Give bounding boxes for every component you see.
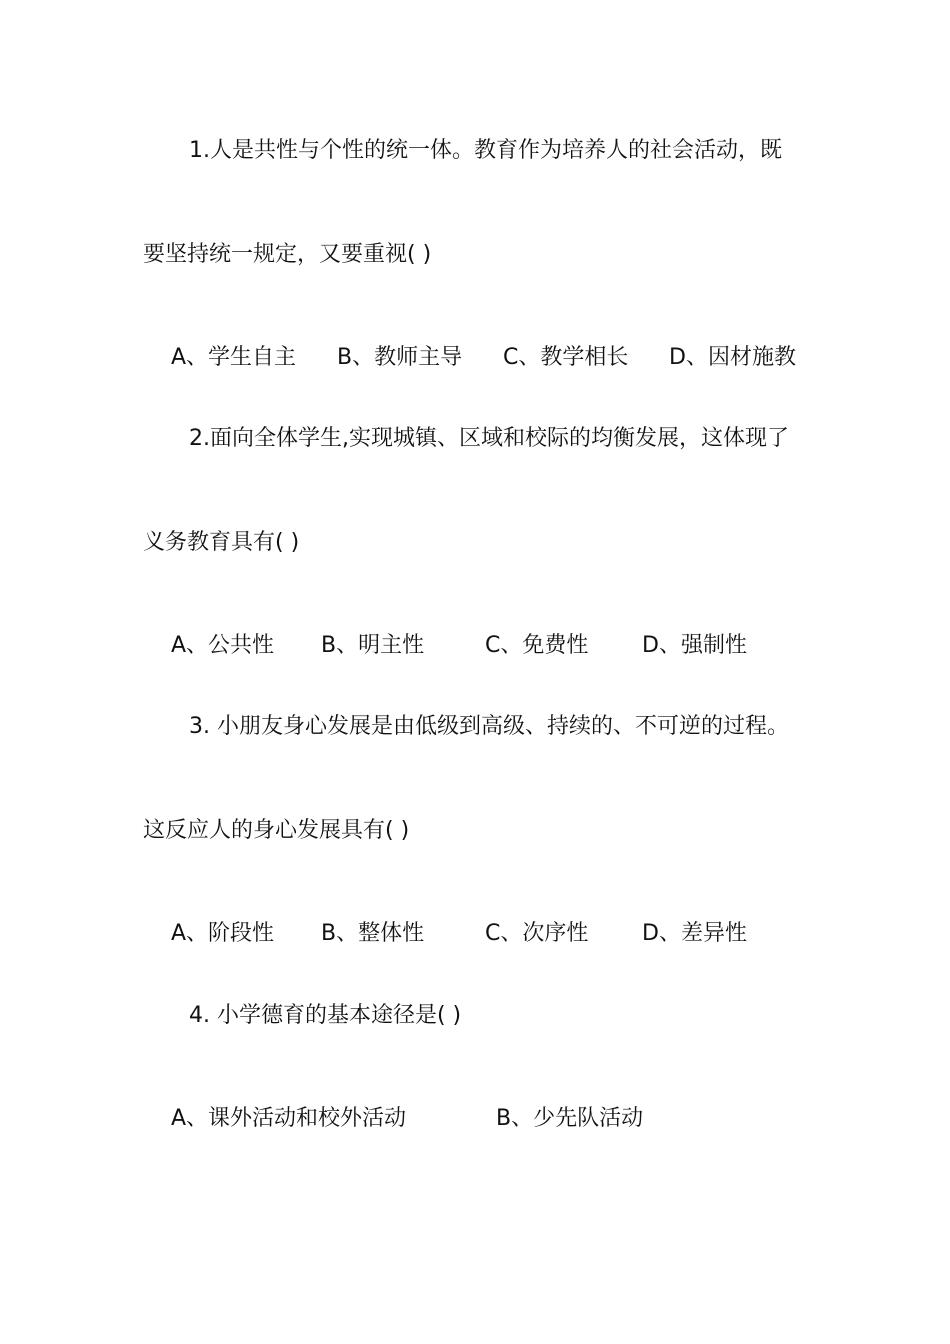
question-1-stem-line-2: 要坚持统一规定，又要重视( ) (143, 242, 432, 267)
question-4-stem-line-1: 4. 小学德育的基本途径是( ) (189, 1003, 462, 1028)
question-1-option-b: B、教师主导 (337, 345, 463, 370)
question-2-option-a: A、公共性 (171, 633, 275, 658)
question-4-option-a: A、课外活动和校外活动 (171, 1106, 407, 1131)
question-2-option-c: C、免费性 (485, 633, 589, 658)
question-3-option-b: B、整体性 (321, 921, 425, 946)
question-2-option-d: D、强制性 (642, 633, 747, 658)
question-3-option-a: A、阶段性 (171, 921, 275, 946)
question-2-stem-line-1: 2.面向全体学生,实现城镇、区域和校际的均衡发展，这体现了 (189, 426, 789, 451)
question-1-option-d: D、因材施教 (669, 345, 796, 370)
question-3-stem-line-2: 这反应人的身心发展具有( ) (143, 818, 410, 843)
question-1-stem-line-1: 1.人是共性与个性的统一体。教育作为培养人的社会活动，既 (189, 138, 782, 163)
question-4-option-b: B、少先队活动 (496, 1106, 644, 1131)
question-3-stem-line-1: 3. 小朋友身心发展是由低级到高级、持续的、不可逆的过程。 (189, 714, 789, 739)
question-3-option-d: D、差异性 (642, 921, 747, 946)
question-2-option-b: B、明主性 (321, 633, 425, 658)
question-1-option-a: A、学生自主 (171, 345, 297, 370)
question-1-option-c: C、教学相长 (503, 345, 629, 370)
question-2-stem-line-2: 义务教育具有( ) (143, 530, 300, 555)
question-3-option-c: C、次序性 (485, 921, 589, 946)
